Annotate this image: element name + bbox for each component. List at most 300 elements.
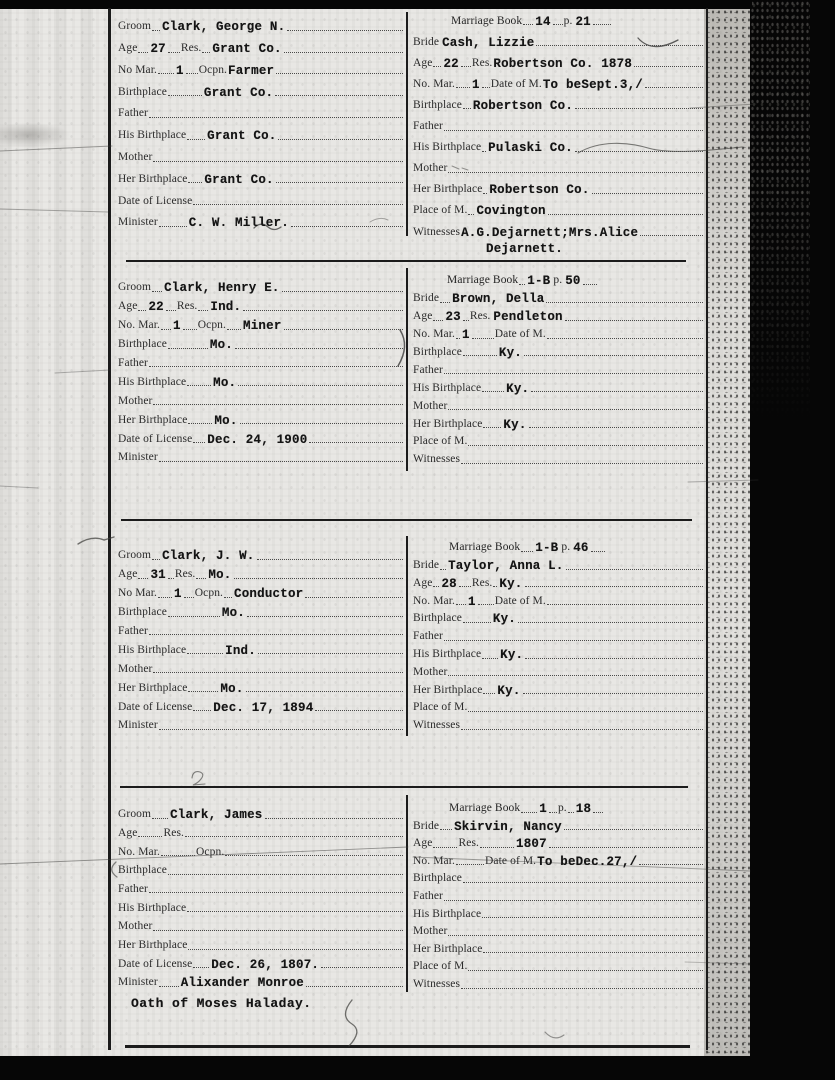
record-row <box>413 975 704 993</box>
spacer <box>413 28 451 29</box>
field-value: 28 <box>441 576 457 591</box>
field-label: Father <box>118 624 148 637</box>
field-label: Marriage Book <box>451 14 523 27</box>
record-row <box>413 817 704 835</box>
bride-column <box>413 538 704 734</box>
field-value: Dec. 24, 1900 <box>207 432 308 447</box>
record-row <box>413 698 704 716</box>
field-label: Birthplace <box>118 85 167 98</box>
dotted-leader <box>188 947 403 950</box>
dotted-leader <box>287 28 403 31</box>
record-row <box>413 396 704 414</box>
field-label: Groom <box>118 549 152 562</box>
dotted-leader <box>186 71 198 74</box>
dotted-leader <box>448 673 703 676</box>
dotted-leader <box>243 308 403 311</box>
field-label: His Birthplace <box>118 643 187 656</box>
dotted-leader <box>583 282 597 285</box>
dotted-leader <box>461 986 703 989</box>
field-value: 1-B <box>535 541 559 556</box>
field-label: Res. <box>458 837 479 850</box>
dotted-leader <box>592 191 703 194</box>
dotted-leader <box>461 461 703 464</box>
record-row <box>413 135 704 156</box>
field-label: Date of License <box>118 432 193 445</box>
dotted-leader <box>153 159 403 162</box>
dotted-leader <box>193 202 403 205</box>
field-label: Marriage Book <box>447 274 519 287</box>
field-value: Ind. <box>225 643 256 658</box>
field-value: Clark, George N. <box>162 20 286 35</box>
record-row <box>118 277 404 296</box>
dotted-leader <box>456 602 466 605</box>
dotted-leader <box>284 50 403 53</box>
record-row <box>118 122 404 144</box>
record-row <box>413 360 704 378</box>
dotted-leader <box>575 106 703 109</box>
dotted-leader <box>291 224 403 227</box>
dotted-leader <box>546 300 703 303</box>
dotted-leader <box>159 984 179 987</box>
dotted-leader <box>278 137 403 140</box>
dotted-leader <box>531 389 703 392</box>
dotted-leader <box>482 656 498 659</box>
field-label: No. Mar. <box>413 77 456 90</box>
field-label: No Mar. <box>118 587 158 600</box>
spacer <box>439 49 441 50</box>
record-row <box>118 879 404 898</box>
field-label: Birthplace <box>118 864 167 877</box>
field-value: 1 <box>174 587 182 602</box>
field-label: Date of M. <box>490 77 542 90</box>
field-label: Age <box>118 826 138 839</box>
field-value: Taylor, Anna L. <box>448 559 564 574</box>
record-row <box>118 315 404 334</box>
record-row <box>118 57 404 79</box>
field-label: Birthplace <box>118 338 167 351</box>
field-label: Minister <box>118 976 158 989</box>
field-value: Ky. <box>503 417 527 432</box>
field-value: 1 <box>539 802 547 817</box>
groom-column <box>118 13 404 231</box>
field-value: Ky. <box>498 345 523 360</box>
field-value: Mo. <box>213 375 237 390</box>
record-row <box>413 627 704 645</box>
dotted-leader <box>483 950 703 953</box>
dotted-leader <box>525 584 703 587</box>
field-label: His Birthplace <box>118 129 187 142</box>
dotted-leader <box>240 421 403 424</box>
field-value: Pulaski Co. <box>488 141 573 156</box>
dotted-leader <box>187 383 211 386</box>
dotted-leader <box>166 308 176 311</box>
field-label: No Mar. <box>118 63 158 76</box>
field-value: Ky. <box>497 683 521 698</box>
dotted-leader <box>566 567 703 570</box>
dotted-leader <box>185 834 403 837</box>
dotted-leader <box>645 85 703 88</box>
dotted-leader <box>168 346 208 349</box>
groom-column <box>118 545 404 734</box>
field-label: Minister <box>118 216 158 229</box>
groom-column <box>118 277 404 466</box>
dotted-leader <box>547 336 703 339</box>
dotted-leader <box>640 233 703 236</box>
dotted-leader <box>152 816 168 819</box>
field-label: p. <box>557 802 567 815</box>
dotted-leader <box>463 620 491 623</box>
dotted-leader <box>225 853 403 856</box>
dotted-leader <box>568 810 574 813</box>
field-label: Age <box>118 300 138 313</box>
field-label: Bride <box>413 35 440 48</box>
field-label: Father <box>413 363 443 376</box>
record-row <box>413 156 704 177</box>
dotted-leader <box>149 364 403 367</box>
bride-column <box>413 799 704 993</box>
dotted-leader <box>159 727 403 730</box>
field-label: Place of M. <box>413 960 468 973</box>
dotted-leader <box>161 853 195 856</box>
dotted-leader <box>168 576 174 579</box>
dotted-leader <box>265 816 403 819</box>
record-row <box>413 450 704 468</box>
record-row <box>118 916 404 935</box>
record-row <box>413 198 704 219</box>
record-row <box>118 371 404 390</box>
dotted-leader <box>247 614 403 617</box>
field-value: Robertson Co. <box>489 183 590 198</box>
field-label: Res. <box>174 568 196 581</box>
dotted-leader <box>187 651 223 654</box>
dotted-leader <box>193 965 209 968</box>
dotted-leader <box>478 602 494 605</box>
dotted-leader <box>593 22 611 25</box>
dotted-leader <box>158 595 172 598</box>
dotted-leader <box>444 638 703 641</box>
field-label: Her Birthplace <box>413 183 483 196</box>
dotted-leader <box>483 691 495 694</box>
record-row <box>413 29 704 50</box>
record-row <box>118 35 404 57</box>
dotted-leader <box>227 327 241 330</box>
field-label: Res. <box>163 826 184 839</box>
record-row <box>413 940 704 958</box>
field-label: p. <box>563 14 573 27</box>
dotted-leader <box>468 212 474 215</box>
dotted-leader <box>305 595 403 598</box>
dotted-leader <box>444 128 703 131</box>
field-label: Age <box>413 837 433 850</box>
dotted-leader <box>521 549 533 552</box>
field-value: A.G.Dejarnett;Mrs.Alice <box>461 225 639 240</box>
dotted-leader <box>480 845 514 848</box>
dotted-leader <box>238 383 403 386</box>
field-value: Grant Co. <box>204 172 274 187</box>
dotted-leader <box>472 336 494 339</box>
spacer <box>562 288 564 289</box>
field-label: Mother <box>413 925 448 938</box>
dotted-leader <box>521 810 537 813</box>
dotted-leader <box>306 984 403 987</box>
field-value: 22 <box>443 56 459 71</box>
record-row <box>118 447 404 466</box>
field-label: No. Mar. <box>118 319 161 332</box>
dotted-leader <box>518 620 703 623</box>
field-value: Ky. <box>500 648 524 663</box>
dotted-leader <box>448 407 703 410</box>
field-label: Her Birthplace <box>118 939 188 951</box>
field-label: Minister <box>118 719 158 732</box>
dotted-leader <box>246 689 403 692</box>
dotted-leader <box>463 318 469 321</box>
field-value: Mo. <box>221 606 246 621</box>
dotted-leader <box>149 890 403 893</box>
field-label: Birthplace <box>413 345 462 358</box>
field-label: Place of M. <box>413 435 468 448</box>
field-label: Witnesses <box>413 453 461 466</box>
dotted-leader <box>152 28 160 31</box>
spacer <box>570 555 572 556</box>
field-label: Date of License <box>118 700 193 713</box>
dotted-leader <box>433 64 441 67</box>
dotted-leader <box>483 425 501 428</box>
dotted-leader <box>493 584 497 587</box>
dotted-leader <box>282 289 403 292</box>
spacer <box>413 816 449 817</box>
field-value: 1 <box>462 328 470 343</box>
field-label: Her Birthplace <box>118 413 188 426</box>
record-row <box>118 677 404 696</box>
record-row <box>413 574 704 592</box>
field-label: Age <box>413 310 433 323</box>
record-row <box>118 166 404 188</box>
record-row <box>118 954 404 973</box>
record-row <box>413 905 704 923</box>
field-label: Res. <box>471 576 493 589</box>
field-label: His Birthplace <box>413 381 482 394</box>
field-label: Marriage Book <box>449 802 521 815</box>
dotted-leader <box>440 300 450 303</box>
record-row <box>413 645 704 663</box>
dotted-leader <box>468 968 703 971</box>
field-label: Witnesses <box>413 225 461 238</box>
dotted-leader <box>549 810 557 813</box>
record-row <box>413 378 704 396</box>
dotted-leader <box>482 915 703 918</box>
dotted-leader <box>548 212 703 215</box>
dotted-leader <box>483 191 487 194</box>
field-label: Witnesses <box>413 719 461 732</box>
record-row <box>118 860 404 879</box>
record-row <box>413 834 704 852</box>
dotted-leader <box>168 872 403 875</box>
dotted-leader <box>591 549 605 552</box>
field-value: Dec. 17, 1894 <box>213 700 314 715</box>
field-value: Clark, James <box>170 808 263 823</box>
field-label: p. <box>553 274 563 287</box>
dotted-leader <box>564 827 703 830</box>
field-label: Birthplace <box>413 98 462 111</box>
dotted-leader <box>153 670 403 673</box>
record-row <box>118 545 404 564</box>
record-row <box>118 583 404 602</box>
field-label: Groom <box>118 281 152 294</box>
record-row <box>118 100 404 122</box>
dotted-leader <box>153 402 403 405</box>
dotted-leader <box>529 425 703 428</box>
record-row <box>118 390 404 409</box>
field-value: Mo. <box>208 568 232 583</box>
field-label: Her Birthplace <box>413 417 483 430</box>
dotted-leader <box>275 93 403 96</box>
record-row <box>413 432 704 450</box>
field-label: Age <box>118 568 138 581</box>
field-label: Mother <box>118 920 153 933</box>
dotted-leader <box>193 708 211 711</box>
dotted-leader <box>168 93 202 96</box>
dotted-leader <box>459 584 471 587</box>
record-row <box>118 621 404 640</box>
dotted-leader <box>149 632 403 635</box>
field-label: Ocpn. <box>197 319 227 332</box>
field-label: Groom <box>118 808 152 821</box>
field-label: Res. <box>180 42 202 55</box>
record-row <box>118 972 404 991</box>
dotted-leader <box>276 180 403 183</box>
dotted-leader <box>433 584 439 587</box>
record-row <box>413 325 704 343</box>
dotted-leader <box>152 557 160 560</box>
groom-column <box>118 804 404 991</box>
record-row <box>413 716 704 734</box>
field-label: Date of License <box>118 957 193 970</box>
dotted-leader <box>193 440 205 443</box>
dotted-leader <box>198 308 208 311</box>
dotted-leader <box>315 708 403 711</box>
field-label: Father <box>413 890 443 903</box>
dotted-leader <box>183 327 197 330</box>
field-value: 1807 <box>516 837 547 852</box>
field-label: Date of M. <box>485 854 537 867</box>
dotted-leader <box>524 353 703 356</box>
record-row <box>118 935 404 954</box>
field-value: Clark, J. W. <box>162 549 255 564</box>
record-row <box>413 92 704 113</box>
dotted-leader <box>519 282 525 285</box>
field-label: Res. <box>471 56 493 69</box>
dotted-leader <box>461 64 471 67</box>
field-label: Bride <box>413 819 440 832</box>
dotted-leader <box>276 71 403 74</box>
field-label: No. Mar. <box>413 594 456 607</box>
field-value: Dec. 26, 1807. <box>211 957 320 972</box>
field-label: Her Birthplace <box>118 172 188 185</box>
field-value: Robertson Co. <box>472 98 574 113</box>
dotted-leader <box>138 50 148 53</box>
record-row <box>118 353 404 372</box>
record-row <box>413 113 704 134</box>
field-value: Dejarnett. <box>486 241 564 256</box>
field-value: Mo. <box>214 413 238 428</box>
field-label: Date of License <box>118 194 193 207</box>
field-label: p. <box>561 541 571 554</box>
field-label: Date of M. <box>494 328 546 341</box>
field-label: Ocpn. <box>196 845 225 858</box>
dotted-leader <box>448 170 703 173</box>
dotted-leader <box>468 443 703 446</box>
record-row <box>118 78 404 100</box>
dotted-leader <box>149 115 403 118</box>
record-row <box>413 922 704 940</box>
spacer <box>413 555 449 556</box>
field-label: Birthplace <box>413 612 462 625</box>
record-row <box>118 639 404 658</box>
dotted-leader <box>187 137 205 140</box>
record-row <box>413 71 704 92</box>
dotted-leader <box>593 810 603 813</box>
field-value: Ky. <box>506 381 530 396</box>
field-label: Mother <box>118 394 153 407</box>
field-label: His Birthplace <box>413 648 482 661</box>
record-row <box>413 609 704 627</box>
record-row <box>413 8 704 29</box>
field-label: His Birthplace <box>118 375 187 388</box>
field-value: 1 <box>468 594 476 609</box>
dotted-leader <box>234 576 403 579</box>
record-row <box>413 680 704 698</box>
dotted-leader <box>188 421 212 424</box>
field-value: Skirvin, Nancy <box>454 819 562 834</box>
record-row <box>413 799 704 817</box>
dotted-leader <box>565 318 703 321</box>
field-value: Farmer <box>228 63 275 78</box>
field-label: Father <box>118 107 148 120</box>
field-label: Birthplace <box>118 606 167 619</box>
field-value: Ky. <box>492 612 517 627</box>
field-label: Birthplace <box>413 872 462 885</box>
dotted-leader <box>456 85 470 88</box>
bride-column <box>413 8 704 256</box>
field-value: 1 <box>176 63 184 78</box>
field-label: Groom <box>118 20 152 33</box>
field-value: 50 <box>565 274 581 289</box>
field-label: Her Birthplace <box>118 681 188 694</box>
dotted-leader <box>159 459 403 462</box>
field-value: Grant Co. <box>203 85 274 100</box>
record-row <box>118 823 404 842</box>
field-value: To beDec.27,/ <box>537 854 638 869</box>
field-label: Mother <box>118 151 153 164</box>
field-label: Place of M. <box>413 204 468 217</box>
dotted-leader <box>153 928 403 931</box>
dotted-leader <box>523 22 533 25</box>
record-row <box>413 343 704 361</box>
field-value: To beSept.3,/ <box>542 77 643 92</box>
field-label: Bride <box>413 292 440 305</box>
field-label: Mother <box>413 162 448 175</box>
dotted-leader <box>482 85 490 88</box>
field-label: His Birthplace <box>413 141 482 154</box>
field-label: Age <box>413 56 433 69</box>
field-label: His Birthplace <box>413 907 482 920</box>
dotted-leader <box>440 827 452 830</box>
field-value: Mo. <box>209 338 234 353</box>
field-value: 18 <box>575 802 592 817</box>
dotted-leader <box>536 43 703 46</box>
dotted-leader <box>224 595 232 598</box>
field-label: No. Mar. <box>413 854 456 867</box>
